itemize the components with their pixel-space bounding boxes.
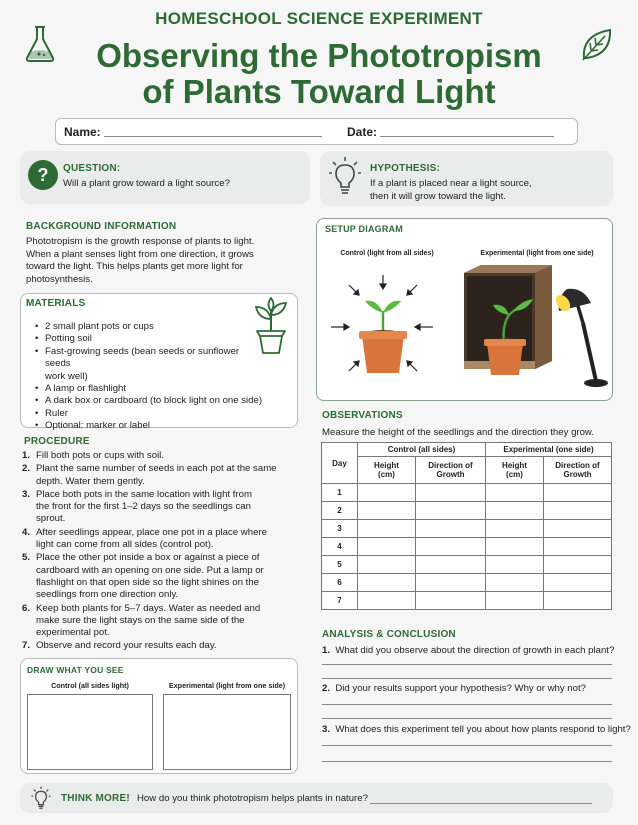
draw-experimental-label: Experimental (light from one side) xyxy=(168,681,286,690)
answer-line[interactable] xyxy=(322,718,612,719)
data-cell[interactable] xyxy=(358,520,416,538)
title-line-2: of Plants Toward Light xyxy=(142,73,496,110)
answer-line[interactable] xyxy=(322,664,612,665)
analysis-heading: ANALYSIS & CONCLUSION xyxy=(322,629,456,640)
step-number: 6. xyxy=(22,602,31,614)
data-cell[interactable] xyxy=(358,592,416,610)
table-row xyxy=(322,592,612,610)
data-cell[interactable] xyxy=(416,502,486,520)
day-header: Day xyxy=(322,443,358,484)
flask-icon xyxy=(22,24,58,64)
height-header xyxy=(358,457,416,484)
list-item: • 2 small plant pots or cups xyxy=(33,321,263,333)
data-cell[interactable] xyxy=(358,484,416,502)
question-text: What does this experiment tell you about how plants respond to light? xyxy=(335,724,631,735)
name-label: Name: xyxy=(64,125,101,139)
hypothesis-text xyxy=(370,178,532,203)
analysis-question-3 xyxy=(322,724,631,737)
control-group-header: Control (all sides) xyxy=(358,443,486,457)
step-number: 3. xyxy=(22,488,31,500)
step-text: Place both pots in the same location with light from xyxy=(36,488,252,500)
direction-header xyxy=(416,457,486,484)
title-line-1: Observing the Phototropism xyxy=(96,37,542,74)
date-label: Date: xyxy=(347,125,378,139)
data-cell[interactable] xyxy=(416,484,486,502)
question-text: What did you observe about the direction of growth in each plant? xyxy=(335,645,615,656)
think-text: How do you think phototropism helps plants in nature? xyxy=(137,793,368,804)
procedure-step xyxy=(22,463,307,488)
list-item: • A dark box or cardboard (to block light on one side) xyxy=(33,395,263,407)
step-text: Fill both pots or cups with soil. xyxy=(36,450,164,461)
procedure-step xyxy=(22,450,307,462)
question-number: 3. xyxy=(322,724,331,735)
step-text: Plant the same number of seeds in each pot at the same xyxy=(36,463,277,475)
direction-label: Direction of xyxy=(428,461,473,470)
lightbulb-icon xyxy=(328,156,362,196)
day-cell: 5 xyxy=(322,556,358,574)
table-row xyxy=(322,502,612,520)
procedure-heading: PROCEDURE xyxy=(24,436,90,447)
height-label: Height xyxy=(502,461,527,470)
unit-label: (cm) xyxy=(378,470,395,479)
list-item xyxy=(33,346,263,383)
table-row xyxy=(322,484,612,502)
data-cell[interactable] xyxy=(544,574,612,592)
step-text: make sure the light stays on the same side of the xyxy=(36,614,245,626)
procedure-step xyxy=(22,640,307,652)
step-text: flashlight on that open side so the light shines on the xyxy=(36,576,259,588)
data-cell[interactable] xyxy=(486,592,544,610)
think-heading: THINK MORE! xyxy=(61,793,130,804)
question-number: 2. xyxy=(322,683,331,694)
data-cell[interactable] xyxy=(358,538,416,556)
background-line: Phototropism is the growth response of plants to light. xyxy=(26,236,255,247)
step-text: the front for the first 1–2 days so the seedlings can xyxy=(36,501,251,513)
background-text xyxy=(26,236,306,286)
answer-line[interactable] xyxy=(322,745,612,746)
data-cell[interactable] xyxy=(416,538,486,556)
data-cell[interactable] xyxy=(486,538,544,556)
direction-header xyxy=(544,457,612,484)
table-row xyxy=(322,538,612,556)
data-cell[interactable] xyxy=(486,556,544,574)
data-cell[interactable] xyxy=(486,502,544,520)
unit-label: (cm) xyxy=(506,470,523,479)
data-cell[interactable] xyxy=(544,484,612,502)
question-heading: QUESTION: xyxy=(63,163,121,174)
setup-control-label: Control (light from all sides) xyxy=(340,250,434,257)
setup-diagram xyxy=(316,218,613,401)
step-text: Keep both plants for 5–7 days. Water as needed and xyxy=(36,602,261,614)
step-number: 5. xyxy=(22,552,31,564)
data-cell[interactable] xyxy=(544,592,612,610)
data-cell[interactable] xyxy=(544,538,612,556)
direction-label: Direction of xyxy=(555,461,600,470)
list-item: • A lamp or flashlight xyxy=(33,383,263,395)
draw-control-area[interactable] xyxy=(27,694,153,770)
leaf-icon xyxy=(579,25,615,63)
observations-table xyxy=(321,442,612,610)
think-more-bar xyxy=(20,783,613,813)
data-cell[interactable] xyxy=(358,556,416,574)
data-cell[interactable] xyxy=(544,502,612,520)
hypothesis-heading: HYPOTHESIS: xyxy=(370,163,440,174)
data-cell[interactable] xyxy=(486,520,544,538)
data-cell[interactable] xyxy=(486,484,544,502)
table-row xyxy=(322,457,612,484)
table-row xyxy=(322,443,612,457)
background-line: When a plant senses light from one direction, it grows xyxy=(26,248,254,260)
background-line: toward the light. This helps plants get more light for xyxy=(26,261,243,272)
step-text: cardboard with an opening on one side. Put a lamp or xyxy=(36,564,264,576)
day-cell: 3 xyxy=(322,520,358,538)
list-item: • Ruler xyxy=(33,408,263,420)
observations-heading: OBSERVATIONS xyxy=(322,410,403,421)
list-item-text: work well) xyxy=(45,370,88,382)
setup-heading: SETUP DIAGRAM xyxy=(325,224,403,234)
data-cell[interactable] xyxy=(416,556,486,574)
step-text: Observe and record your results each day. xyxy=(36,640,217,652)
question-icon xyxy=(27,159,59,191)
height-header xyxy=(486,457,544,484)
day-cell: 2 xyxy=(322,502,358,520)
list-item: • Optional: marker or label xyxy=(33,420,263,432)
step-number: 2. xyxy=(22,463,31,475)
growth-label: Growth xyxy=(436,470,465,479)
data-cell[interactable] xyxy=(416,592,486,610)
table-row xyxy=(322,520,612,538)
hypothesis-line-1: If a plant is placed near a light source, xyxy=(370,178,532,189)
materials-list xyxy=(33,321,263,433)
step-text: light can come from all sides (control pot). xyxy=(36,539,214,551)
background-line: photosynthesis. xyxy=(26,273,93,285)
draw-box xyxy=(20,658,298,774)
growth-label: Growth xyxy=(563,470,592,479)
step-number: 7. xyxy=(22,640,31,652)
background-heading: BACKGROUND INFORMATION xyxy=(26,221,177,232)
draw-heading: DRAW WHAT YOU SEE xyxy=(27,665,124,675)
day-cell: 1 xyxy=(322,484,358,502)
data-cell[interactable] xyxy=(358,574,416,592)
setup-illustration xyxy=(321,263,611,395)
data-cell[interactable] xyxy=(544,520,612,538)
step-text: depth. Water them gently. xyxy=(36,475,145,487)
step-number: 1. xyxy=(22,450,31,461)
observations-intro: Measure the height of the seedlings and the direction they grow. xyxy=(322,427,594,438)
date-field[interactable] xyxy=(380,136,554,137)
draw-experimental-area[interactable] xyxy=(163,694,291,770)
step-text: experimental pot. xyxy=(36,627,110,639)
svg-text:?: ? xyxy=(37,165,49,185)
day-cell: 4 xyxy=(322,538,358,556)
list-item-text: Fast-growing seeds (bean seeds or sunflower seeds xyxy=(45,345,240,370)
page-title xyxy=(0,38,638,110)
analysis-question-2 xyxy=(322,683,586,696)
question-card xyxy=(20,151,310,204)
procedure-step xyxy=(22,489,307,526)
step-text: Place the other pot inside a box or against a piece of xyxy=(36,552,260,564)
data-cell[interactable] xyxy=(486,574,544,592)
data-cell[interactable] xyxy=(416,520,486,538)
day-cell: 7 xyxy=(322,592,358,610)
materials-box xyxy=(20,293,298,432)
data-cell[interactable] xyxy=(544,556,612,574)
answer-line[interactable] xyxy=(322,678,612,679)
answer-line[interactable] xyxy=(322,761,612,762)
table-row xyxy=(322,574,612,592)
procedure-step xyxy=(22,527,307,552)
height-label: Height xyxy=(374,461,399,470)
data-cell[interactable] xyxy=(416,574,486,592)
answer-line[interactable] xyxy=(322,704,612,705)
question-text: Did your results support your hypothesis? Why or why not? xyxy=(335,683,586,694)
day-cell: 6 xyxy=(322,574,358,592)
analysis-question-1 xyxy=(322,645,614,658)
question-text: Will a plant grow toward a light source? xyxy=(63,178,230,189)
materials-heading: MATERIALS xyxy=(26,298,86,309)
name-date-box xyxy=(55,118,578,145)
draw-control-label: Control (all sides light) xyxy=(51,681,129,690)
hypothesis-card xyxy=(320,151,613,206)
list-item: • Potting soil xyxy=(33,333,263,345)
procedure-step xyxy=(22,603,307,640)
procedure-step xyxy=(22,552,307,601)
table-row xyxy=(322,556,612,574)
name-field[interactable] xyxy=(104,136,322,137)
experimental-group-header: Experimental (one side) xyxy=(486,443,612,457)
step-number: 4. xyxy=(22,526,31,538)
step-text: After seedlings appear, place one pot in a place where xyxy=(36,526,267,538)
kicker: HOMESCHOOL SCIENCE EXPERIMENT xyxy=(155,9,483,28)
question-number: 1. xyxy=(322,645,331,656)
lightbulb-icon xyxy=(30,786,52,810)
desk-lamp xyxy=(553,289,608,387)
data-cell[interactable] xyxy=(358,502,416,520)
procedure-list xyxy=(22,450,307,654)
step-text: seedlings from one direction only. xyxy=(36,589,179,601)
answer-line[interactable] xyxy=(370,803,592,804)
setup-experimental-label: Experimental (light from one side) xyxy=(480,250,594,257)
hypothesis-line-2: then it will grow toward the light. xyxy=(370,190,506,202)
control-plant xyxy=(359,301,407,373)
step-text: sprout. xyxy=(36,513,66,525)
